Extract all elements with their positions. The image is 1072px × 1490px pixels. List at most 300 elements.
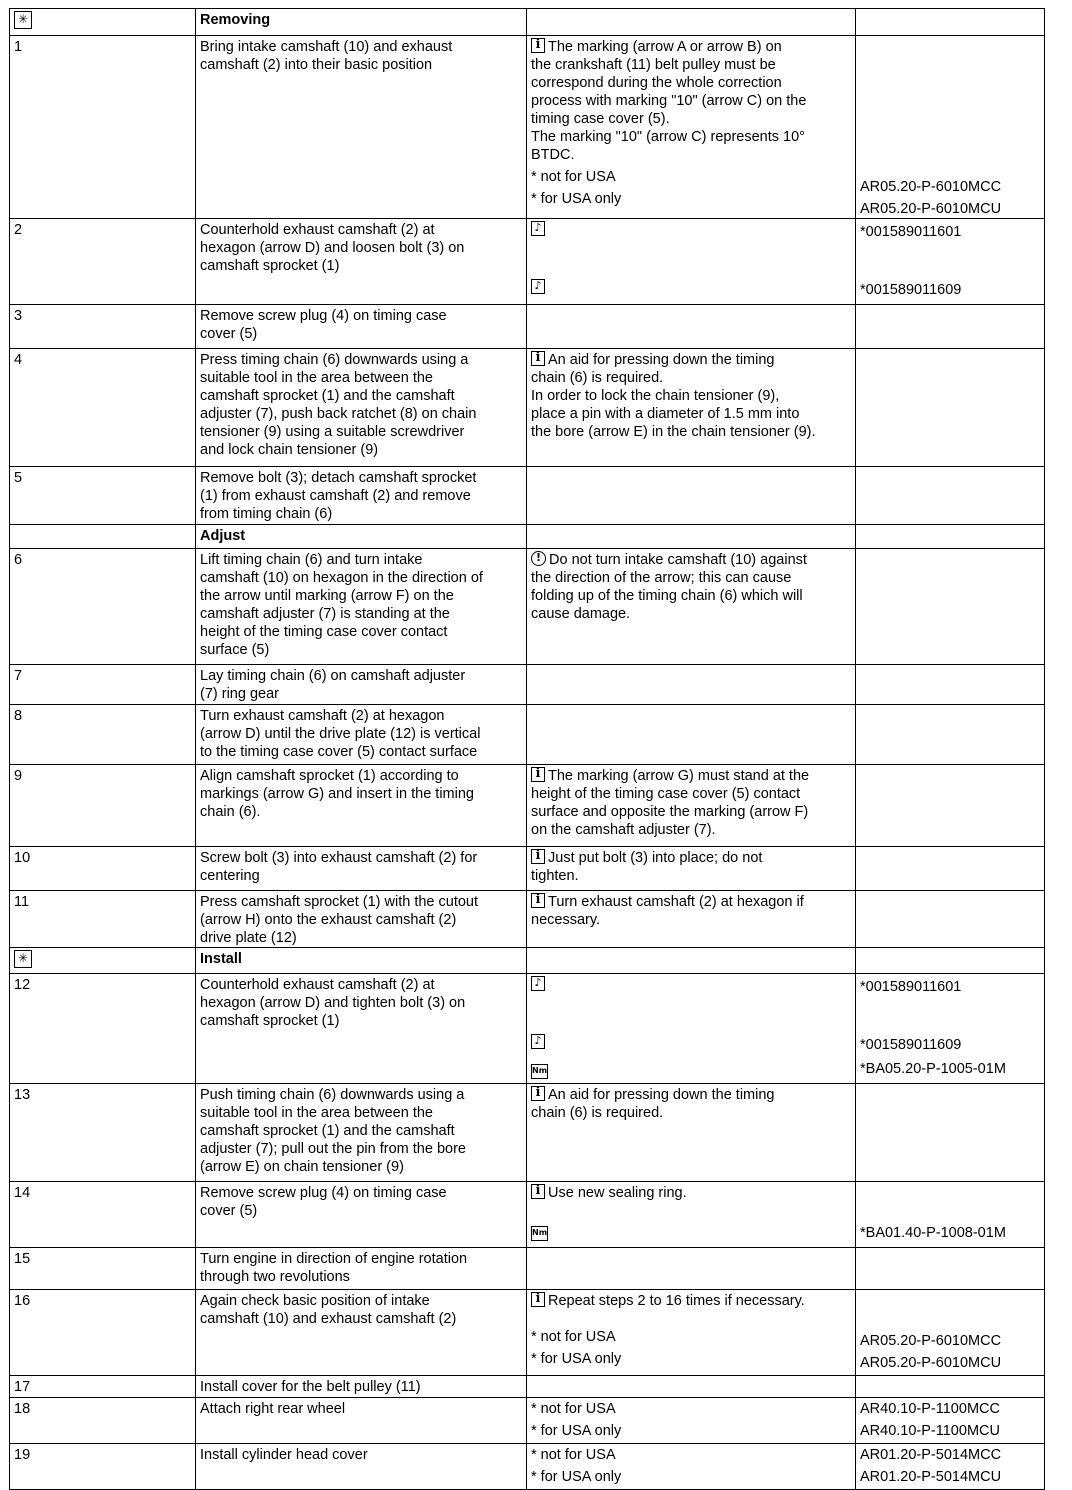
reference-cell: [856, 1182, 1045, 1248]
reference-cell: [856, 1376, 1045, 1398]
operation-cell: [196, 1398, 527, 1444]
reference-line[interactable]: [860, 1422, 1041, 1440]
note-line-text: Do not turn intake camshaft (10) against: [549, 552, 807, 568]
operation-line: tensioner (9) using a suitable screwdriver: [200, 424, 465, 440]
operation-line: Remove screw plug (4) on timing case: [200, 308, 447, 324]
note-cell: [527, 349, 856, 467]
note-line-text: In order to lock the chain tensioner (9),: [531, 388, 780, 404]
note-line: [531, 146, 852, 164]
step-number-cell: [10, 9, 196, 36]
info-icon: [531, 351, 545, 366]
warn-icon: [531, 551, 546, 566]
step-number-cell: [10, 467, 196, 525]
procedure-table: [9, 8, 1045, 1490]
note-line-text: cause damage.: [531, 606, 631, 622]
operation-line: the arrow until marking (arrow F) on the: [200, 588, 454, 604]
step-number: 10: [14, 850, 31, 866]
note-line: [531, 821, 852, 839]
operation-line: Remove screw plug (4) on timing case: [200, 1185, 447, 1201]
operation-line: and lock chain tensioner (9): [200, 442, 379, 458]
step-number: 11: [14, 894, 30, 910]
step-number-cell: [10, 1376, 196, 1398]
reference-line[interactable]: [860, 281, 1041, 299]
note-line: [531, 110, 852, 128]
table-row: [10, 219, 1045, 305]
note-line: [531, 279, 852, 297]
tool-icon: [531, 1034, 545, 1049]
note-line-text: Just put bolt (3) into place; do not: [548, 850, 763, 866]
reference-line[interactable]: [860, 1060, 1041, 1078]
table-row: [10, 9, 1045, 36]
info-icon: [531, 1184, 545, 1199]
reference-line[interactable]: [860, 1332, 1041, 1350]
nm-icon: Nm: [531, 1064, 548, 1079]
table-row: [10, 705, 1045, 765]
table-row: [10, 467, 1045, 525]
note-line-text: An aid for pressing down the timing: [548, 1087, 775, 1103]
note-line: [531, 423, 852, 441]
note-line-text: * for USA only: [531, 1469, 622, 1485]
reference-line[interactable]: [860, 978, 1041, 996]
operation-cell: [196, 948, 527, 974]
reference-line[interactable]: [860, 223, 1041, 241]
table-row: [10, 36, 1045, 219]
step-number-cell: [10, 1398, 196, 1444]
operation-cell: [196, 974, 527, 1084]
note-line: [531, 569, 852, 587]
reference-line-text: AR05.20-P-6010MCU: [860, 201, 1002, 217]
operation-cell: [196, 549, 527, 665]
note-line: [531, 369, 852, 387]
note-line: [531, 551, 852, 569]
reference-cell: [856, 1444, 1045, 1490]
table-row: [10, 349, 1045, 467]
operation-line: (7) ring gear: [200, 686, 279, 702]
operation-cell: [196, 847, 527, 891]
phase-icon: [14, 950, 32, 968]
reference-line[interactable]: [860, 1400, 1041, 1418]
operation-line: surface (5): [200, 642, 270, 658]
step-number-cell: [10, 705, 196, 765]
note-line-text: place a pin with a diameter of 1.5 mm into: [531, 406, 800, 422]
table-row: [10, 665, 1045, 705]
operation-line: adjuster (7), push back ratchet (8) on chain: [200, 406, 477, 422]
operation-line: Install cover for the belt pulley (11): [200, 1379, 421, 1395]
operation-line: Attach right rear wheel: [200, 1401, 346, 1417]
operation-cell: [196, 349, 527, 467]
reference-cell: [856, 36, 1045, 219]
table-row: [10, 847, 1045, 891]
step-number: 18: [14, 1401, 31, 1417]
note-line: [531, 168, 852, 186]
step-number: 15: [14, 1251, 31, 1267]
section-heading: Adjust: [200, 528, 246, 544]
operation-line: (arrow E) on chain tensioner (9): [200, 1159, 404, 1175]
note-line-text: Repeat steps 2 to 16 times if necessary.: [548, 1293, 805, 1309]
note-line: [531, 849, 852, 867]
reference-cell: [856, 9, 1045, 36]
table-row: [10, 974, 1045, 1084]
section-heading: Removing: [200, 12, 271, 28]
info-icon: [531, 849, 545, 864]
note-line: [531, 74, 852, 92]
tool-icon: [531, 976, 545, 991]
operation-cell: [196, 1290, 527, 1376]
operation-line: chain (6).: [200, 804, 261, 820]
reference-cell: [856, 219, 1045, 305]
note-line: [531, 1292, 852, 1310]
reference-line-text: AR05.20-P-6010MCC: [860, 1333, 1002, 1349]
step-number-cell: [10, 948, 196, 974]
note-cell: [527, 705, 856, 765]
reference-line-text: AR01.20-P-5014MCC: [860, 1447, 1002, 1463]
reference-line-text: AR40.10-P-1100MCC: [860, 1401, 1000, 1417]
operation-line: camshaft (10) on hexagon in the direction of: [200, 570, 483, 586]
step-number: 9: [14, 768, 23, 784]
reference-cell: [856, 765, 1045, 847]
reference-line[interactable]: [860, 200, 1041, 218]
reference-line-text: *BA01.40-P-1008-01M: [860, 1225, 1006, 1241]
reference-cell: [856, 974, 1045, 1084]
operation-cell: [196, 705, 527, 765]
reference-cell: [856, 665, 1045, 705]
step-number-cell: [10, 305, 196, 349]
step-number-cell: [10, 219, 196, 305]
operation-line: height of the timing case cover contact: [200, 624, 448, 640]
note-line-text: on the camshaft adjuster (7).: [531, 822, 716, 838]
note-line-text: * not for USA: [531, 169, 616, 185]
reference-line-text: *001589011601: [860, 224, 962, 240]
note-line: [531, 605, 852, 623]
table-row: [10, 1398, 1045, 1444]
step-number-cell: [10, 1084, 196, 1182]
note-cell: [527, 305, 856, 349]
operation-line: Install cylinder head cover: [200, 1447, 368, 1463]
operation-line: suitable tool in the area between the: [200, 1105, 433, 1121]
operation-line: Turn engine in direction of engine rotation: [200, 1251, 468, 1267]
info-icon: [531, 1086, 545, 1101]
step-number: 19: [14, 1447, 31, 1463]
operation-line: hexagon (arrow D) and loosen bolt (3) on: [200, 240, 465, 256]
table-row: [10, 765, 1045, 847]
table-row: [10, 1444, 1045, 1490]
note-line-text: BTDC.: [531, 147, 575, 163]
phase-icon: [14, 11, 32, 29]
step-number-cell: [10, 549, 196, 665]
reference-line-text: AR05.20-P-6010MCC: [860, 179, 1002, 195]
reference-line-text: *001589011601: [860, 979, 962, 995]
note-line-text: the direction of the arrow; this can cause: [531, 570, 792, 586]
reference-line-text: AR40.10-P-1100MCU: [860, 1423, 1000, 1439]
operation-line: Screw bolt (3) into exhaust camshaft (2) for: [200, 850, 478, 866]
operation-line: centering: [200, 868, 260, 884]
operation-line: Again check basic position of intake: [200, 1293, 430, 1309]
note-line-text: timing case cover (5).: [531, 111, 670, 127]
note-cell: [527, 1398, 856, 1444]
note-line-text: * for USA only: [531, 1351, 622, 1367]
note-line: [531, 1328, 852, 1346]
table-row: [10, 305, 1045, 349]
operation-line: camshaft sprocket (1): [200, 258, 340, 274]
note-line: [531, 92, 852, 110]
operation-line: drive plate (12): [200, 930, 297, 946]
tool-icon: [531, 279, 545, 294]
step-number: 4: [14, 352, 23, 368]
operation-cell: [196, 467, 527, 525]
reference-line-text: *001589011609: [860, 1037, 962, 1053]
note-line: [531, 1104, 852, 1122]
operation-line: to the timing case cover (5) contact surface: [200, 744, 478, 760]
info-icon: [531, 767, 545, 782]
reference-line[interactable]: [860, 1224, 1041, 1242]
step-number: 3: [14, 308, 23, 324]
reference-cell: [856, 349, 1045, 467]
note-line-text: folding up of the timing chain (6) which will: [531, 588, 803, 604]
operation-cell: [196, 665, 527, 705]
operation-cell: [196, 1444, 527, 1490]
operation-line: Press timing chain (6) downwards using a: [200, 352, 469, 368]
note-line-text: * for USA only: [531, 191, 622, 207]
note-cell: [527, 1182, 856, 1248]
note-line: [531, 1446, 852, 1464]
note-cell: [527, 847, 856, 891]
reference-cell: [856, 525, 1045, 549]
table-row: [10, 1248, 1045, 1290]
operation-line: Counterhold exhaust camshaft (2) at: [200, 222, 435, 238]
reference-line-text: *BA05.20-P-1005-01M: [860, 1061, 1006, 1077]
operation-line: cover (5): [200, 326, 258, 342]
operation-line: camshaft (10) and exhaust camshaft (2): [200, 1311, 457, 1327]
step-number-cell: [10, 974, 196, 1084]
note-cell: [527, 891, 856, 948]
nm-icon: Nm: [531, 1226, 548, 1241]
operation-cell: [196, 9, 527, 36]
note-cell: [527, 549, 856, 665]
step-number: 16: [14, 1293, 31, 1309]
note-line: [531, 803, 852, 821]
operation-line: camshaft (2) into their basic position: [200, 57, 433, 73]
table-row: [10, 1084, 1045, 1182]
reference-cell: [856, 1084, 1045, 1182]
operation-line: Press camshaft sprocket (1) with the cutout: [200, 894, 479, 910]
reference-cell: [856, 847, 1045, 891]
note-line-text: * for USA only: [531, 1423, 622, 1439]
note-line-text: process with marking "10" (arrow C) on the: [531, 93, 807, 109]
info-icon: [531, 893, 545, 908]
note-line-text: chain (6) is required.: [531, 1105, 664, 1121]
operation-line: Turn exhaust camshaft (2) at hexagon: [200, 708, 445, 724]
info-icon: [531, 1292, 545, 1307]
table-row: [10, 1182, 1045, 1248]
note-cell: [527, 665, 856, 705]
operation-line: Counterhold exhaust camshaft (2) at: [200, 977, 435, 993]
reference-cell: [856, 705, 1045, 765]
operation-line: from timing chain (6): [200, 506, 333, 522]
operation-cell: [196, 36, 527, 219]
note-line-text: necessary.: [531, 912, 601, 928]
reference-cell: [856, 891, 1045, 948]
step-number: 13: [14, 1087, 31, 1103]
reference-line-text: *001589011609: [860, 282, 962, 298]
operation-cell: [196, 1376, 527, 1398]
note-line-text: Use new sealing ring.: [548, 1185, 687, 1201]
reference-line-text: AR05.20-P-6010MCU: [860, 1355, 1002, 1371]
note-line: [531, 128, 852, 146]
operation-line: Remove bolt (3); detach camshaft sprocket: [200, 470, 477, 486]
reference-cell: [856, 549, 1045, 665]
note-line: [531, 1184, 852, 1202]
operation-cell: [196, 219, 527, 305]
note-line: [531, 767, 852, 785]
reference-line[interactable]: [860, 1036, 1041, 1054]
table-row: [10, 525, 1045, 549]
note-cell: [527, 9, 856, 36]
note-cell: [527, 1290, 856, 1376]
operation-line: Bring intake camshaft (10) and exhaust: [200, 39, 453, 55]
note-line-text: height of the timing case cover (5) contact: [531, 786, 801, 802]
operation-cell: [196, 1084, 527, 1182]
operation-line: camshaft sprocket (1): [200, 1013, 340, 1029]
operation-line: camshaft sprocket (1) and the camshaft: [200, 1123, 455, 1139]
note-line: [531, 976, 852, 994]
operation-cell: [196, 891, 527, 948]
note-cell: [527, 525, 856, 549]
note-line: [531, 1350, 852, 1368]
step-number-cell: [10, 891, 196, 948]
section-heading: Install: [200, 951, 242, 967]
note-cell: [527, 948, 856, 974]
note-cell: [527, 974, 856, 1084]
operation-line: camshaft sprocket (1) and the camshaft: [200, 388, 455, 404]
operation-line: (1) from exhaust camshaft (2) and remove: [200, 488, 471, 504]
reference-line[interactable]: [860, 178, 1041, 196]
step-number: 1: [14, 39, 23, 55]
note-line: [531, 911, 852, 929]
note-line-text: The marking (arrow A or arrow B) on: [548, 39, 782, 55]
note-line: [531, 1468, 852, 1486]
step-number-cell: [10, 1248, 196, 1290]
note-line-text: the crankshaft (11) belt pulley must be: [531, 57, 776, 73]
step-number-cell: [10, 1444, 196, 1490]
operation-line: markings (arrow G) and insert in the timing: [200, 786, 474, 802]
note-line-text: surface and opposite the marking (arrow F): [531, 804, 809, 820]
reference-cell: [856, 948, 1045, 974]
reference-line-text: AR01.20-P-5014MCU: [860, 1469, 1002, 1485]
tool-icon: [531, 221, 545, 236]
step-number-cell: [10, 1290, 196, 1376]
reference-cell: [856, 305, 1045, 349]
note-line: [531, 1034, 852, 1052]
step-number-cell: [10, 847, 196, 891]
step-number: 2: [14, 222, 23, 238]
note-line: [531, 1422, 852, 1440]
operation-line: through two revolutions: [200, 1269, 350, 1285]
note-line: [531, 1086, 852, 1104]
step-number-cell: [10, 665, 196, 705]
reference-line[interactable]: [860, 1354, 1041, 1372]
table-row: [10, 1290, 1045, 1376]
note-line: [531, 587, 852, 605]
step-number: 5: [14, 470, 23, 486]
step-number-cell: [10, 525, 196, 549]
operation-line: Lift timing chain (6) and turn intake: [200, 552, 423, 568]
step-number-cell: [10, 349, 196, 467]
note-line-text: * not for USA: [531, 1401, 616, 1417]
step-number-cell: [10, 36, 196, 219]
note-cell: [527, 765, 856, 847]
reference-cell: [856, 1398, 1045, 1444]
reference-line[interactable]: [860, 1446, 1041, 1464]
note-line-text: An aid for pressing down the timing: [548, 352, 775, 368]
operation-line: adjuster (7); pull out the pin from the bore: [200, 1141, 466, 1157]
table-row: [10, 1376, 1045, 1398]
operation-line: (arrow H) onto the exhaust camshaft (2): [200, 912, 457, 928]
note-line-text: tighten.: [531, 868, 579, 884]
note-line: [531, 1058, 852, 1079]
note-line-text: correspond during the whole correction: [531, 75, 782, 91]
note-line-text: Turn exhaust camshaft (2) at hexagon if: [548, 894, 804, 910]
note-line: [531, 785, 852, 803]
note-line: [531, 867, 852, 885]
note-line-text: The marking "10" (arrow C) represents 10°: [531, 129, 805, 145]
note-line: [531, 893, 852, 911]
note-cell: [527, 1444, 856, 1490]
step-number: 7: [14, 668, 23, 684]
table-row: [10, 891, 1045, 948]
step-number: 12: [14, 977, 31, 993]
note-line-text: * not for USA: [531, 1329, 616, 1345]
note-line: [531, 1220, 852, 1241]
operation-line: (arrow D) until the drive plate (12) is vertical: [200, 726, 481, 742]
note-line: [531, 190, 852, 208]
step-number: 6: [14, 552, 23, 568]
note-line-text: The marking (arrow G) must stand at the: [548, 768, 810, 784]
operation-line: Align camshaft sprocket (1) according to: [200, 768, 459, 784]
note-line: [531, 221, 852, 239]
note-cell: [527, 1248, 856, 1290]
note-line: [531, 56, 852, 74]
reference-cell: [856, 467, 1045, 525]
step-number: 8: [14, 708, 23, 724]
note-line: [531, 405, 852, 423]
operation-cell: [196, 1248, 527, 1290]
reference-line[interactable]: [860, 1468, 1041, 1486]
note-cell: [527, 1376, 856, 1398]
note-line: [531, 1400, 852, 1418]
operation-line: Lay timing chain (6) on camshaft adjuster: [200, 668, 466, 684]
operation-cell: [196, 525, 527, 549]
step-number: 17: [14, 1379, 31, 1395]
operation-cell: [196, 305, 527, 349]
note-line-text: the bore (arrow E) in the chain tensioner (9).: [531, 424, 816, 440]
operation-line: Push timing chain (6) downwards using a: [200, 1087, 465, 1103]
step-number-cell: [10, 1182, 196, 1248]
reference-cell: [856, 1248, 1045, 1290]
note-line: [531, 38, 852, 56]
note-cell: [527, 36, 856, 219]
operation-line: camshaft adjuster (7) is standing at the: [200, 606, 450, 622]
reference-cell: [856, 1290, 1045, 1376]
operation-line: cover (5): [200, 1203, 258, 1219]
step-number: 14: [14, 1185, 31, 1201]
procedure-table-body: [10, 9, 1045, 1490]
operation-cell: [196, 765, 527, 847]
note-cell: [527, 1084, 856, 1182]
note-cell: [527, 219, 856, 305]
operation-line: hexagon (arrow D) and tighten bolt (3) on: [200, 995, 466, 1011]
table-row: [10, 948, 1045, 974]
operation-cell: [196, 1182, 527, 1248]
